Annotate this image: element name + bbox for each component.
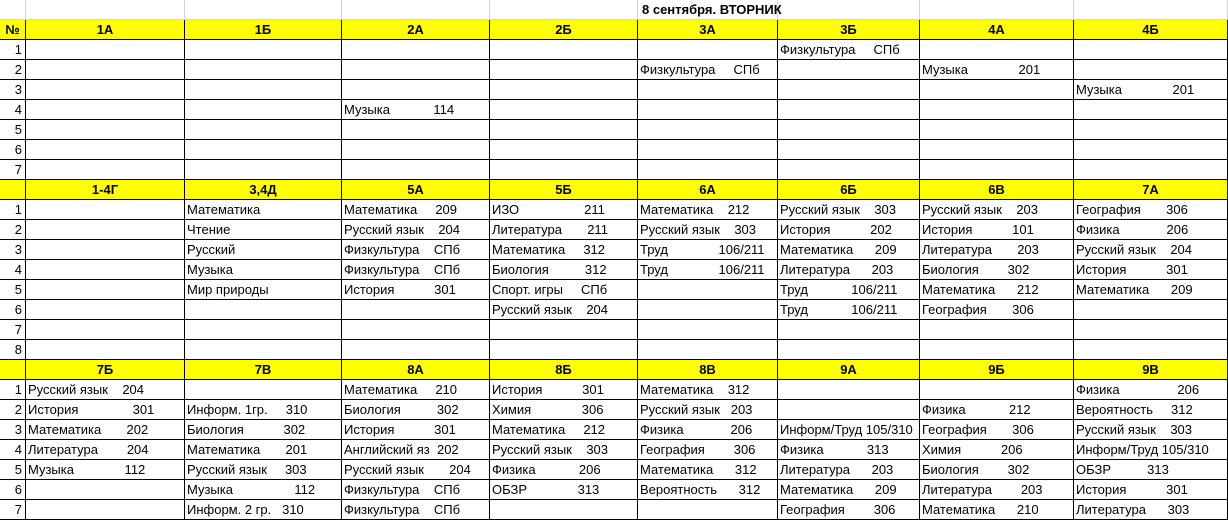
lesson-cell[interactable]: Физкультура СПб bbox=[778, 40, 920, 60]
lesson-cell[interactable]: Биология 302 bbox=[342, 400, 490, 420]
lesson-cell[interactable] bbox=[185, 120, 342, 140]
lesson-cell[interactable] bbox=[1074, 100, 1228, 120]
lesson-cell[interactable] bbox=[26, 260, 185, 280]
grid-cell[interactable] bbox=[490, 0, 638, 20]
lesson-cell[interactable]: Литература 211 bbox=[490, 220, 638, 240]
lesson-cell[interactable] bbox=[342, 320, 490, 340]
lesson-cell[interactable]: Физика 212 bbox=[920, 400, 1074, 420]
lesson-cell[interactable] bbox=[1074, 140, 1228, 160]
lesson-cell[interactable] bbox=[920, 40, 1074, 60]
lesson-number: 5 bbox=[0, 280, 26, 300]
lesson-cell[interactable]: Математика 209 bbox=[1074, 280, 1228, 300]
lesson-cell[interactable] bbox=[778, 400, 920, 420]
lesson-cell[interactable] bbox=[778, 80, 920, 100]
lesson-cell[interactable] bbox=[490, 120, 638, 140]
lesson-cell[interactable] bbox=[920, 140, 1074, 160]
lesson-cell[interactable] bbox=[638, 80, 778, 100]
lesson-cell[interactable]: Музыка 112 bbox=[185, 480, 342, 500]
class-header: 4А bbox=[920, 20, 1074, 40]
lesson-cell[interactable] bbox=[342, 120, 490, 140]
lesson-cell[interactable]: Русский язык 204 bbox=[342, 220, 490, 240]
class-header: 8А bbox=[342, 360, 490, 380]
lesson-cell[interactable]: Биология 302 bbox=[920, 460, 1074, 480]
lesson-cell[interactable]: Физкультура СПб bbox=[342, 480, 490, 500]
lesson-cell[interactable] bbox=[1074, 320, 1228, 340]
lesson-cell[interactable]: Биология 302 bbox=[185, 420, 342, 440]
lesson-cell[interactable]: ОБЗР 313 bbox=[490, 480, 638, 500]
lesson-cell[interactable] bbox=[490, 500, 638, 520]
lesson-cell[interactable]: Физкультура СПб bbox=[638, 60, 778, 80]
lesson-cell[interactable] bbox=[1074, 300, 1228, 320]
lesson-cell[interactable] bbox=[342, 60, 490, 80]
lesson-cell[interactable]: Информ. 1гр. 310 bbox=[185, 400, 342, 420]
lesson-number: 5 bbox=[0, 460, 26, 480]
class-header: 7Б bbox=[26, 360, 185, 380]
lesson-cell[interactable] bbox=[185, 160, 342, 180]
lesson-number: 2 bbox=[0, 220, 26, 240]
lesson-number: 1 bbox=[0, 380, 26, 400]
lesson-cell[interactable]: Математика 212 bbox=[638, 200, 778, 220]
lesson-cell[interactable]: Труд 106/211 bbox=[638, 240, 778, 260]
lesson-cell[interactable]: ИЗО 211 bbox=[490, 200, 638, 220]
lesson-cell[interactable]: Математика 202 bbox=[26, 420, 185, 440]
lesson-cell[interactable] bbox=[26, 480, 185, 500]
lesson-cell[interactable]: Математика 212 bbox=[920, 280, 1074, 300]
lesson-cell[interactable]: История 202 bbox=[778, 220, 920, 240]
lesson-cell[interactable] bbox=[342, 300, 490, 320]
lesson-cell[interactable]: Информ/Труд 105/310 bbox=[1074, 440, 1228, 460]
class-header: 1Б bbox=[185, 20, 342, 40]
lesson-cell[interactable] bbox=[638, 500, 778, 520]
lesson-cell[interactable] bbox=[342, 140, 490, 160]
lesson-number: 4 bbox=[0, 260, 26, 280]
lesson-cell[interactable]: Русский язык 303 bbox=[185, 460, 342, 480]
lesson-cell[interactable]: География 306 bbox=[920, 300, 1074, 320]
lesson-cell[interactable] bbox=[778, 60, 920, 80]
class-header: 6А bbox=[638, 180, 778, 200]
lesson-cell[interactable]: Русский язык 204 bbox=[342, 460, 490, 480]
lesson-cell[interactable]: Музыка bbox=[185, 260, 342, 280]
grid-cell[interactable] bbox=[342, 0, 490, 20]
lesson-cell[interactable]: ОБЗР 313 bbox=[1074, 460, 1228, 480]
lesson-number: 7 bbox=[0, 500, 26, 520]
lesson-cell[interactable]: Математика 210 bbox=[342, 380, 490, 400]
lesson-cell[interactable]: Математика 212 bbox=[490, 420, 638, 440]
lesson-cell[interactable] bbox=[185, 300, 342, 320]
lesson-cell[interactable]: Литература 203 bbox=[920, 480, 1074, 500]
lesson-cell[interactable] bbox=[778, 380, 920, 400]
lesson-cell[interactable] bbox=[26, 280, 185, 300]
lesson-cell[interactable] bbox=[920, 320, 1074, 340]
lesson-cell[interactable]: Русский язык 204 bbox=[490, 300, 638, 320]
lesson-number: 3 bbox=[0, 80, 26, 100]
lesson-cell[interactable]: Музыка 201 bbox=[920, 60, 1074, 80]
lesson-number: 1 bbox=[0, 40, 26, 60]
lesson-cell[interactable]: Музыка 112 bbox=[26, 460, 185, 480]
lesson-cell[interactable]: Мир природы bbox=[185, 280, 342, 300]
lesson-cell[interactable]: Математика 209 bbox=[778, 240, 920, 260]
class-header: 5А bbox=[342, 180, 490, 200]
lesson-cell[interactable] bbox=[638, 120, 778, 140]
lesson-cell[interactable] bbox=[1074, 120, 1228, 140]
page-title: 8 сентября. ВТОРНИК bbox=[642, 2, 782, 17]
lesson-cell[interactable] bbox=[1074, 60, 1228, 80]
class-header: 3А bbox=[638, 20, 778, 40]
lesson-cell[interactable] bbox=[26, 80, 185, 100]
lesson-number: 4 bbox=[0, 440, 26, 460]
lesson-number: 7 bbox=[0, 320, 26, 340]
grid-cell[interactable] bbox=[920, 0, 1074, 20]
lesson-cell[interactable]: Физика 206 bbox=[638, 420, 778, 440]
lesson-cell[interactable]: Биология 302 bbox=[920, 260, 1074, 280]
class-header: 2Б bbox=[490, 20, 638, 40]
lesson-cell[interactable] bbox=[920, 100, 1074, 120]
lesson-cell[interactable] bbox=[638, 100, 778, 120]
lesson-cell[interactable]: Физика 313 bbox=[778, 440, 920, 460]
lesson-cell[interactable] bbox=[490, 340, 638, 360]
lesson-cell[interactable] bbox=[920, 80, 1074, 100]
lesson-cell[interactable] bbox=[342, 80, 490, 100]
lesson-cell[interactable]: Музыка 201 bbox=[1074, 80, 1228, 100]
lesson-cell[interactable]: Информ/Труд 105/310 bbox=[778, 420, 920, 440]
lesson-number: 5 bbox=[0, 120, 26, 140]
lesson-number-header bbox=[0, 180, 26, 200]
lesson-number-header: № bbox=[0, 20, 26, 40]
lesson-cell[interactable]: Математика 209 bbox=[778, 480, 920, 500]
lesson-cell[interactable] bbox=[185, 340, 342, 360]
lesson-cell[interactable] bbox=[1074, 40, 1228, 60]
class-header: 3,4Д bbox=[185, 180, 342, 200]
lesson-cell[interactable] bbox=[638, 140, 778, 160]
grid-cell[interactable] bbox=[0, 0, 26, 20]
class-header: 5Б bbox=[490, 180, 638, 200]
lesson-cell[interactable]: География 306 bbox=[638, 440, 778, 460]
lesson-cell[interactable]: Русский язык 203 bbox=[638, 400, 778, 420]
lesson-cell[interactable]: Математика 201 bbox=[185, 440, 342, 460]
lesson-cell[interactable] bbox=[490, 40, 638, 60]
class-header: 1-4Г bbox=[26, 180, 185, 200]
class-header: 9А bbox=[778, 360, 920, 380]
lesson-cell[interactable]: История 301 bbox=[1074, 260, 1228, 280]
lesson-number: 4 bbox=[0, 100, 26, 120]
lesson-cell[interactable]: Химия 206 bbox=[920, 440, 1074, 460]
lesson-cell[interactable]: Спорт. игры СПб bbox=[490, 280, 638, 300]
lesson-cell[interactable] bbox=[342, 340, 490, 360]
lesson-number: 3 bbox=[0, 240, 26, 260]
lesson-cell[interactable] bbox=[26, 300, 185, 320]
lesson-cell[interactable]: История 301 bbox=[26, 400, 185, 420]
lesson-cell[interactable] bbox=[490, 320, 638, 340]
class-header: 7А bbox=[1074, 180, 1228, 200]
lesson-cell[interactable] bbox=[185, 380, 342, 400]
lesson-cell[interactable] bbox=[1074, 340, 1228, 360]
class-header: 6Б bbox=[778, 180, 920, 200]
class-header: 8В bbox=[638, 360, 778, 380]
lesson-cell[interactable] bbox=[638, 340, 778, 360]
lesson-cell[interactable] bbox=[185, 40, 342, 60]
lesson-cell[interactable] bbox=[490, 60, 638, 80]
lesson-cell[interactable]: Физкультура СПб bbox=[342, 500, 490, 520]
lesson-cell[interactable] bbox=[638, 280, 778, 300]
lesson-cell[interactable]: Русский язык 203 bbox=[920, 200, 1074, 220]
lesson-cell[interactable]: Русский bbox=[185, 240, 342, 260]
lesson-cell[interactable] bbox=[26, 340, 185, 360]
lesson-cell[interactable]: Литература 203 bbox=[778, 260, 920, 280]
class-header: 8Б bbox=[490, 360, 638, 380]
lesson-cell[interactable]: Русский язык 303 bbox=[1074, 420, 1228, 440]
lesson-cell[interactable]: Физика 206 bbox=[1074, 380, 1228, 400]
lesson-cell[interactable]: Русский язык 204 bbox=[26, 380, 185, 400]
lesson-cell[interactable] bbox=[490, 80, 638, 100]
lesson-cell[interactable]: География 306 bbox=[1074, 200, 1228, 220]
lesson-cell[interactable]: Физкультура СПб bbox=[342, 260, 490, 280]
grid-cell[interactable] bbox=[185, 0, 342, 20]
lesson-number: 2 bbox=[0, 60, 26, 80]
lesson-cell[interactable] bbox=[490, 140, 638, 160]
lesson-number: 8 bbox=[0, 340, 26, 360]
lesson-cell[interactable] bbox=[778, 120, 920, 140]
lesson-cell[interactable] bbox=[185, 320, 342, 340]
lesson-cell[interactable]: Математика 209 bbox=[342, 200, 490, 220]
class-header: 4Б bbox=[1074, 20, 1228, 40]
lesson-cell[interactable]: Литература 203 bbox=[778, 460, 920, 480]
lesson-cell[interactable]: Математика 210 bbox=[920, 500, 1074, 520]
lesson-cell[interactable]: Литература 303 bbox=[1074, 500, 1228, 520]
lesson-cell[interactable]: Труд 106/211 bbox=[778, 280, 920, 300]
class-header: 6В bbox=[920, 180, 1074, 200]
lesson-number: 6 bbox=[0, 140, 26, 160]
lesson-cell[interactable] bbox=[778, 340, 920, 360]
lesson-cell[interactable]: Вероятность 312 bbox=[1074, 400, 1228, 420]
lesson-cell[interactable] bbox=[920, 120, 1074, 140]
lesson-cell[interactable]: Информ. 2 гр. 310 bbox=[185, 500, 342, 520]
lesson-number-header bbox=[0, 360, 26, 380]
class-header: 9В bbox=[1074, 360, 1228, 380]
lesson-cell[interactable]: Физика 206 bbox=[1074, 220, 1228, 240]
lesson-cell[interactable]: Вероятность 312 bbox=[638, 480, 778, 500]
lesson-cell[interactable]: История 101 bbox=[920, 220, 1074, 240]
lesson-cell[interactable] bbox=[26, 500, 185, 520]
lesson-cell[interactable]: Труд 106/211 bbox=[778, 300, 920, 320]
lesson-cell[interactable] bbox=[26, 120, 185, 140]
lesson-cell[interactable] bbox=[26, 220, 185, 240]
lesson-cell[interactable]: Литература 204 bbox=[26, 440, 185, 460]
class-header: 7В bbox=[185, 360, 342, 380]
lesson-cell[interactable]: Музыка 114 bbox=[342, 100, 490, 120]
lesson-number: 7 bbox=[0, 160, 26, 180]
lesson-cell[interactable]: Русский язык 303 bbox=[638, 220, 778, 240]
lesson-cell[interactable] bbox=[26, 40, 185, 60]
lesson-cell[interactable] bbox=[26, 140, 185, 160]
lesson-cell[interactable] bbox=[26, 320, 185, 340]
lesson-cell[interactable] bbox=[185, 80, 342, 100]
lesson-cell[interactable] bbox=[342, 40, 490, 60]
lesson-cell[interactable] bbox=[638, 320, 778, 340]
lesson-cell[interactable] bbox=[638, 300, 778, 320]
lesson-cell[interactable]: История 301 bbox=[342, 280, 490, 300]
lesson-number: 3 bbox=[0, 420, 26, 440]
grid-cell[interactable] bbox=[26, 0, 185, 20]
lesson-number: 6 bbox=[0, 480, 26, 500]
lesson-cell[interactable] bbox=[778, 320, 920, 340]
lesson-cell[interactable]: Математика bbox=[185, 200, 342, 220]
lesson-cell[interactable]: Физика 206 bbox=[490, 460, 638, 480]
lesson-cell[interactable]: Математика 312 bbox=[490, 240, 638, 260]
lesson-cell[interactable] bbox=[185, 60, 342, 80]
lesson-cell[interactable] bbox=[185, 140, 342, 160]
lesson-number: 1 bbox=[0, 200, 26, 220]
lesson-cell[interactable] bbox=[920, 340, 1074, 360]
lesson-cell[interactable]: География 306 bbox=[778, 500, 920, 520]
grid-cell[interactable] bbox=[1074, 0, 1228, 20]
lesson-cell[interactable]: Чтение bbox=[185, 220, 342, 240]
class-header: 1А bbox=[26, 20, 185, 40]
lesson-cell[interactable]: Химия 306 bbox=[490, 400, 638, 420]
class-header: 9Б bbox=[920, 360, 1074, 380]
lesson-cell[interactable] bbox=[1074, 160, 1228, 180]
lesson-cell[interactable] bbox=[26, 160, 185, 180]
lesson-number: 6 bbox=[0, 300, 26, 320]
class-header: 3Б bbox=[778, 20, 920, 40]
lesson-number: 2 bbox=[0, 400, 26, 420]
lesson-cell[interactable]: История 301 bbox=[490, 380, 638, 400]
lesson-cell[interactable] bbox=[185, 100, 342, 120]
lesson-cell[interactable]: История 301 bbox=[342, 420, 490, 440]
lesson-cell[interactable]: Математика 312 bbox=[638, 460, 778, 480]
class-header: 2А bbox=[342, 20, 490, 40]
lesson-cell[interactable] bbox=[638, 40, 778, 60]
lesson-cell[interactable]: История 301 bbox=[1074, 480, 1228, 500]
lesson-cell[interactable] bbox=[920, 380, 1074, 400]
lesson-cell[interactable]: Английский яз 202 bbox=[342, 440, 490, 460]
lesson-cell[interactable]: Литература 203 bbox=[920, 240, 1074, 260]
lesson-cell[interactable]: Русский язык 303 bbox=[778, 200, 920, 220]
lesson-cell[interactable]: Труд 106/211 bbox=[638, 260, 778, 280]
lesson-cell[interactable] bbox=[920, 160, 1074, 180]
lesson-cell[interactable] bbox=[26, 240, 185, 260]
lesson-cell[interactable] bbox=[26, 100, 185, 120]
lesson-cell[interactable] bbox=[26, 60, 185, 80]
lesson-cell[interactable] bbox=[490, 160, 638, 180]
lesson-cell[interactable] bbox=[778, 140, 920, 160]
lesson-cell[interactable] bbox=[778, 160, 920, 180]
lesson-cell[interactable] bbox=[638, 160, 778, 180]
lesson-cell[interactable]: Русский язык 303 bbox=[490, 440, 638, 460]
lesson-cell[interactable]: География 306 bbox=[920, 420, 1074, 440]
lesson-cell[interactable]: Русский язык 204 bbox=[1074, 240, 1228, 260]
lesson-cell[interactable] bbox=[26, 200, 185, 220]
lesson-cell[interactable] bbox=[342, 160, 490, 180]
lesson-cell[interactable] bbox=[778, 100, 920, 120]
lesson-cell[interactable]: Биология 312 bbox=[490, 260, 638, 280]
lesson-cell[interactable]: Физкультура СПб bbox=[342, 240, 490, 260]
lesson-cell[interactable]: Математика 312 bbox=[638, 380, 778, 400]
lesson-cell[interactable] bbox=[490, 100, 638, 120]
